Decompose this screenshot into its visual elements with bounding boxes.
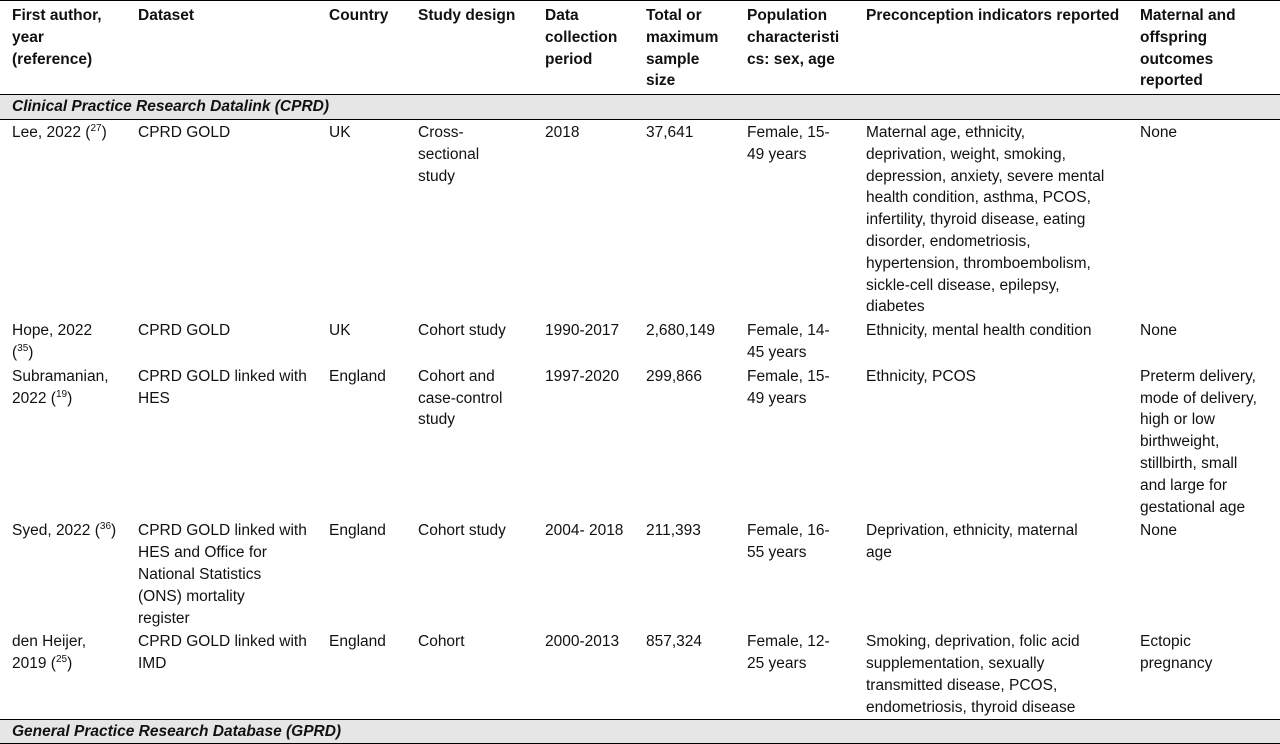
author-year: Lee, 2022 ( — [12, 123, 91, 141]
table-row — [0, 518, 1280, 629]
column-header-author: First author, year (reference) — [0, 1, 126, 95]
indicators-cell: Ethnicity, mental health condition — [866, 322, 1092, 340]
reference-number: 35 — [17, 342, 29, 354]
column-header-country: Country — [317, 1, 406, 95]
country-cell: UK — [329, 322, 351, 340]
author-cell — [0, 364, 126, 519]
country-cell: UK — [329, 123, 351, 141]
column-header-dataset: Dataset — [126, 1, 317, 95]
table-body — [0, 95, 1280, 744]
reference-close: ) — [101, 123, 107, 141]
outcomes-cell: None — [1140, 522, 1178, 540]
author-year: den Heijer, 2019 ( — [12, 633, 87, 673]
column-header-sample-size: Total or maximum sample size — [634, 1, 735, 95]
sample-size-cell: 299,866 — [646, 367, 703, 385]
reference-close: ) — [28, 343, 34, 361]
dataset-cell: CPRD GOLD linked with HES — [138, 367, 307, 407]
table-header — [0, 1, 1280, 95]
author-year: Hope, 2022 ( — [12, 322, 93, 361]
dataset-cell: CPRD GOLD linked with HES and Office for National Statistics (ONS) mortality register — [138, 522, 307, 627]
reference-close: ) — [111, 522, 117, 540]
section-title: Clinical Practice Research Datalink (CPRD) — [0, 95, 1280, 120]
study-design-cell: Cross- sectional study — [418, 123, 480, 185]
author-cell — [0, 318, 126, 364]
study-design-cell: Cohort study — [418, 322, 506, 340]
dataset-cell: CPRD GOLD — [138, 322, 231, 340]
dataset-cell: CPRD GOLD — [138, 123, 231, 141]
author-cell — [0, 119, 126, 318]
indicators-cell: Deprivation, ethnicity, maternal age — [866, 522, 1078, 562]
reference-number: 27 — [90, 122, 102, 134]
country-cell: England — [329, 522, 386, 540]
sample-size-cell: 857,324 — [646, 633, 703, 651]
collection-period-cell: 2000-2013 — [545, 633, 620, 651]
column-header-indicators: Preconception indicators reported — [854, 1, 1128, 95]
reference-number: 19 — [55, 388, 68, 400]
indicators-cell: Ethnicity, PCOS — [866, 367, 976, 385]
indicators-cell: Smoking, deprivation, folic acid supplementation, sexually transmitted disease, PCOS, endometriosis, thyroid disease — [866, 633, 1080, 716]
column-header-collection-period: Data collection period — [533, 1, 634, 95]
collection-period-cell: 1990-2017 — [545, 322, 620, 340]
study-design-cell: Cohort — [418, 633, 465, 651]
column-header-outcomes: Maternal and offspring outcomes reported — [1128, 1, 1280, 95]
column-header-population: Population characteristi cs: sex, age — [735, 1, 854, 95]
column-header-study-design: Study design — [406, 1, 533, 95]
outcomes-cell: None — [1140, 322, 1178, 340]
section-title: General Practice Research Database (GPRD) — [0, 719, 1280, 744]
outcomes-cell: Ectopic pregnancy — [1140, 633, 1213, 673]
collection-period-cell: 2018 — [545, 123, 580, 141]
indicators-cell: Maternal age, ethnicity, deprivation, weight, smoking, depression, anxiety, severe mental health condition, asthma, PCOS, infertility, thyroid disease, eating disorder, endometriosis, hypertension, thromboembolism, sickle-cell disease, epilepsy, diabetes — [866, 123, 1105, 316]
section-row — [0, 95, 1280, 120]
population-cell: Female, 14- 45 years — [747, 322, 830, 361]
reference-number: 36 — [99, 521, 112, 533]
population-cell: Female, 15- 49 years — [747, 367, 830, 407]
author-cell — [0, 518, 126, 629]
collection-period-cell: 1997-2020 — [545, 367, 620, 385]
study-design-cell: Cohort study — [418, 522, 506, 540]
author-cell — [0, 629, 126, 719]
population-cell: Female, 15- 49 years — [747, 123, 830, 163]
outcomes-cell: None — [1140, 123, 1178, 141]
collection-period-cell: 2004- 2018 — [545, 522, 624, 540]
author-year: Subramanian, 2022 ( — [12, 367, 109, 407]
table-row — [0, 364, 1280, 519]
table-row — [0, 119, 1280, 318]
sample-size-cell: 37,641 — [646, 123, 694, 141]
table-row — [0, 629, 1280, 719]
table-row — [0, 318, 1280, 364]
country-cell: England — [329, 633, 386, 651]
sample-size-cell: 2,680,149 — [646, 322, 715, 340]
reference-close: ) — [67, 389, 73, 407]
study-design-cell: Cohort and case-control study — [418, 367, 503, 429]
population-cell: Female, 16- 55 years — [747, 522, 830, 562]
population-cell: Female, 12- 25 years — [747, 633, 830, 673]
section-row — [0, 719, 1280, 744]
sample-size-cell: 211,393 — [646, 522, 701, 540]
reference-number: 25 — [55, 653, 68, 665]
header-row — [0, 1, 1280, 95]
author-year: Syed, 2022 ( — [12, 522, 100, 540]
outcomes-cell: Preterm delivery, mode of delivery, high or low birthweight, stillbirth, small and large for gestational age — [1140, 367, 1257, 516]
dataset-cell: CPRD GOLD linked with IMD — [138, 633, 307, 673]
reference-close: ) — [67, 655, 73, 673]
country-cell: England — [329, 367, 386, 385]
